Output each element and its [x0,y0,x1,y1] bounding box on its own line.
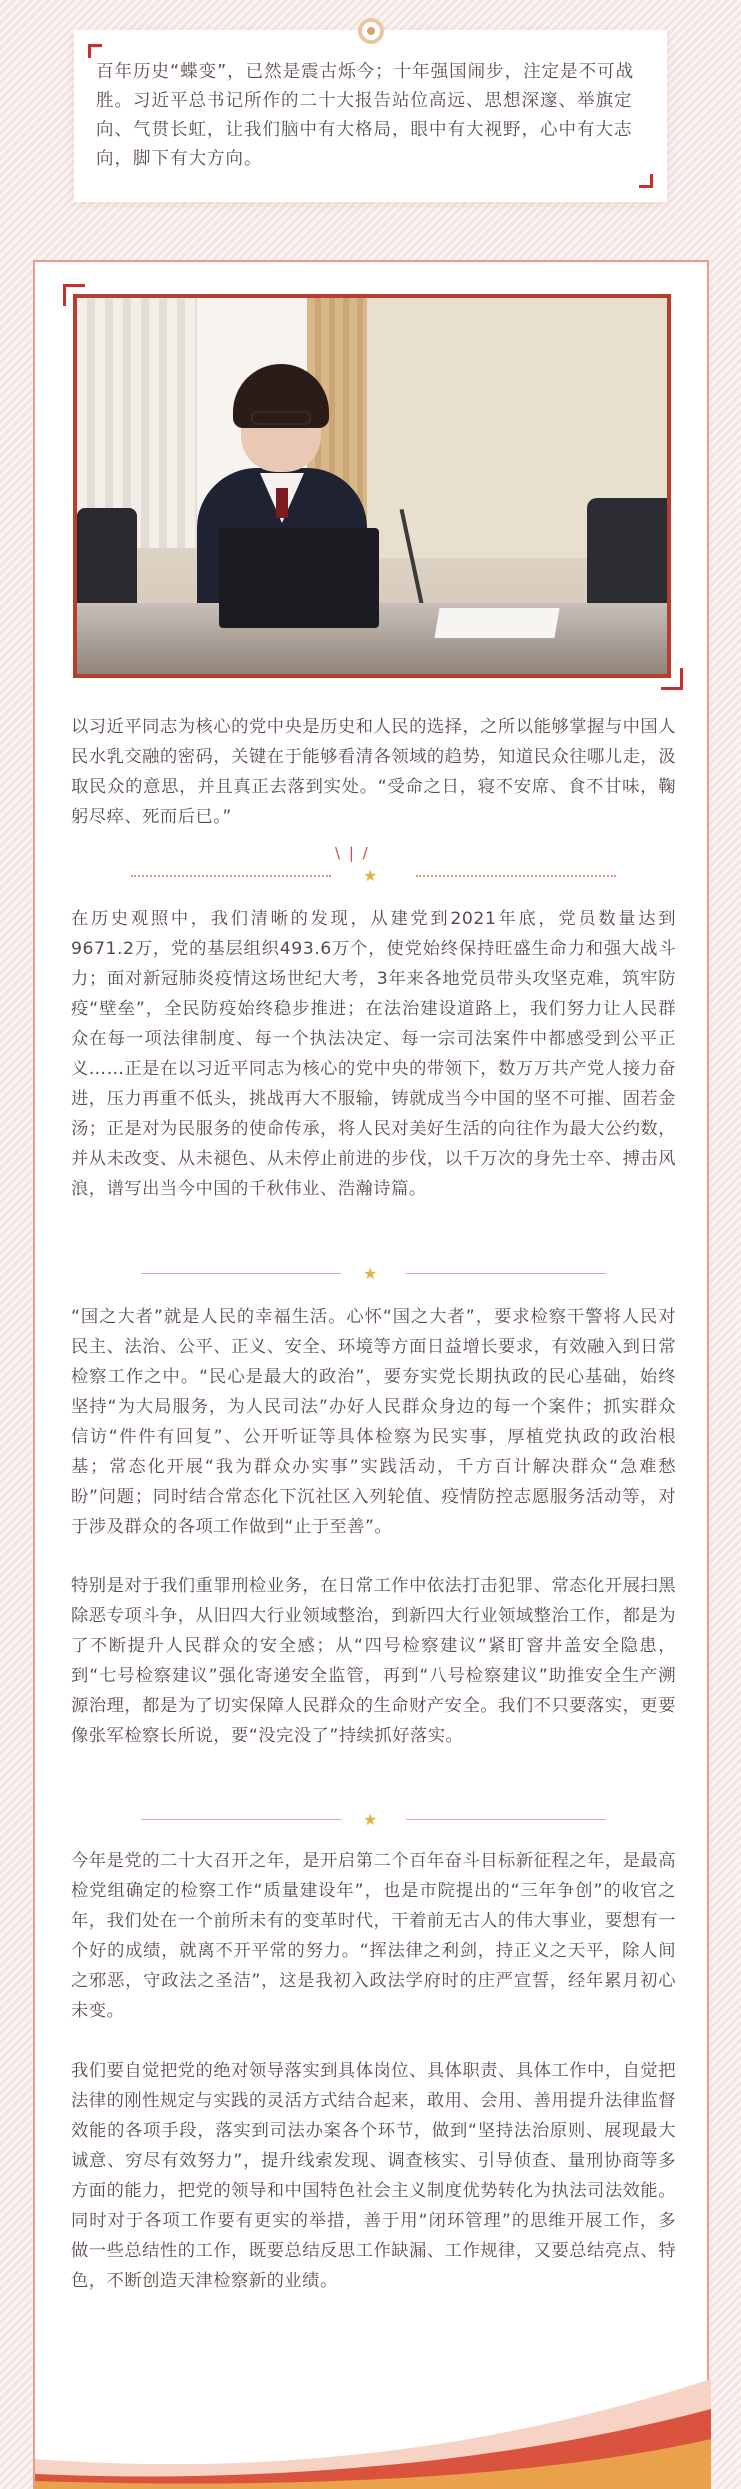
ring-icon [358,18,384,44]
article-card [33,260,709,2489]
intro-quote-card [74,30,667,202]
corner-bracket-br [639,174,653,188]
divider-dotted [71,866,676,886]
wave-graphic [35,2339,711,2489]
star-icon: ★ [363,1264,378,1283]
paragraph-4: 特别是对于我们重罪刑检业务，在日常工作中依法打击犯罪、常态化开展扫黑除恶专项斗争，从旧四大行业领域整治，到新四大行业领域整治工作，都是为了不断提升人民群众的安全感；从“四号检察建议”紧盯窨井盖安全隐患，到“七号检察建议”强化寄递安全监管，再到“八号检察建议”助推安全生产溯源治理，都是为了切实保障人民群众的生命财产安全。我们不只要落实，更要像张军检察长所说，要“没完没了”持续抓好落实。 [71,1576,676,1746]
slash-ornament: \ | / [335,844,370,862]
divider-solid-1 [71,1264,676,1284]
corner-bracket-tl [88,44,102,58]
divider-solid-2 [71,1810,676,1830]
intro-quote-text: 百年历史“蝶变”，已然是震古烁今；十年强国闹步，注定是不可战胜。习近平总书记所作的二十大报告站位高远、思想深邃、举旗定向、气贯长虹，让我们脑中有大格局，眼中有大视野，心中有大志向，脚下有大方向。 [96,62,635,169]
footer-wave-decoration [35,2339,711,2489]
paragraph-2: 在历史观照中，我们清晰的发现，从建党到2021年底，党员数量达到9671.2万，党的基层组织493.6万个，使党始终保持旺盛生命力和强大战斗力；面对新冠肺炎疫情这场世纪大考，3年来各地党员带头攻坚克难，筑牢防疫“壁垒”，全民防疫始终稳步推进；在法治建设道路上，我们努力让人民群众在每一项法律制度、每一个执法决定、每一宗司法案件中都感受到公平正义……正是在以习近平同志为核心的党中央的带领下，数万万共产党人接力奋进，压力再重不低头，挑战再大不服输，铸就成当今中国的坚不可摧、固若金汤；正是对为民服务的使命传承，将人民对美好生活的向往作为最大公约数，并从未改变、从未褪色、从未停止前进的步伐，以千万次的身先士卒、搏击风浪，谱写出当今中国的千秋伟业、浩瀚诗篇。 [71,909,676,1199]
photo-frame [73,294,671,678]
star-icon: ★ [363,866,378,885]
paragraph-5: 今年是党的二十大召开之年，是开启第二个百年奋斗目标新征程之年，是最高检党组确定的检察工作“质量建设年”，也是市院提出的“三年争创”的收官之年，我们处在一个前所未有的变革时代，干着前无古人的伟大事业，要想有一个好的成绩，就离不开平常的努力。“挥法律之利剑，持正义之天平，除人间之邪恶，守政法之圣洁”，这是我初入政法学府时的庄严宣誓，经年累月初心未变。 [71,1851,676,2021]
paragraph-1: 以习近平同志为核心的党中央是历史和人民的选择，之所以能够掌握与中国人民水乳交融的密码，关键在于能够看清各领域的趋势，知道民众往哪儿走，汲取民众的意思，并且真正去落到实处。“受命之日，寝不安席、食不甘味，鞠躬尽瘁、死而后已。” [71,717,676,827]
prosecutor-photo [73,294,671,678]
paragraph-6: 我们要自觉把党的绝对领导落实到具体岗位、具体职责、具体工作中，自觉把法律的刚性规定与实践的灵活方式结合起来，敢用、会用、善用提升法律监督效能的各项手段，落实到司法办案各个环节，做到“坚持法治原则、展现最大诚意、穷尽有效努力”，提升线索发现、调查核实、引导侦查、量刑协商等多方面的能力，把党的领导和中国特色社会主义制度优势转化为执法司法效能。同时对于各项工作要有更实的举措，善于用“闭环管理”的思维开展工作，多做一些总结性的工作，既要总结反思工作缺漏、工作规律，又要总结亮点、特色，不断创造天津检察新的业绩。 [71,2061,676,2291]
paragraph-3: “国之大者”就是人民的幸福生活。心怀“国之大者”，要求检察干警将人民对民主、法治、公平、正义、安全、环境等方面日益增长要求，有效融入到日常检察工作之中。“民心是最大的政治”，要夯实党长期执政的民心基础，始终坚持“为大局服务，为人民司法”办好人民群众身边的每一个案件；抓实群众信访“件件有回复”、公开听证等具体检察为民实事，厚植党执政的政治根基；常态化开展“我为群众办实事”实践活动，千方百计解决群众“急难愁盼”问题；同时结合常态化下沉社区入列轮值、疫情防控志愿服务活动等，对于涉及群众的各项工作做到“止于至善”。 [71,1307,676,1537]
star-icon: ★ [363,1810,378,1829]
